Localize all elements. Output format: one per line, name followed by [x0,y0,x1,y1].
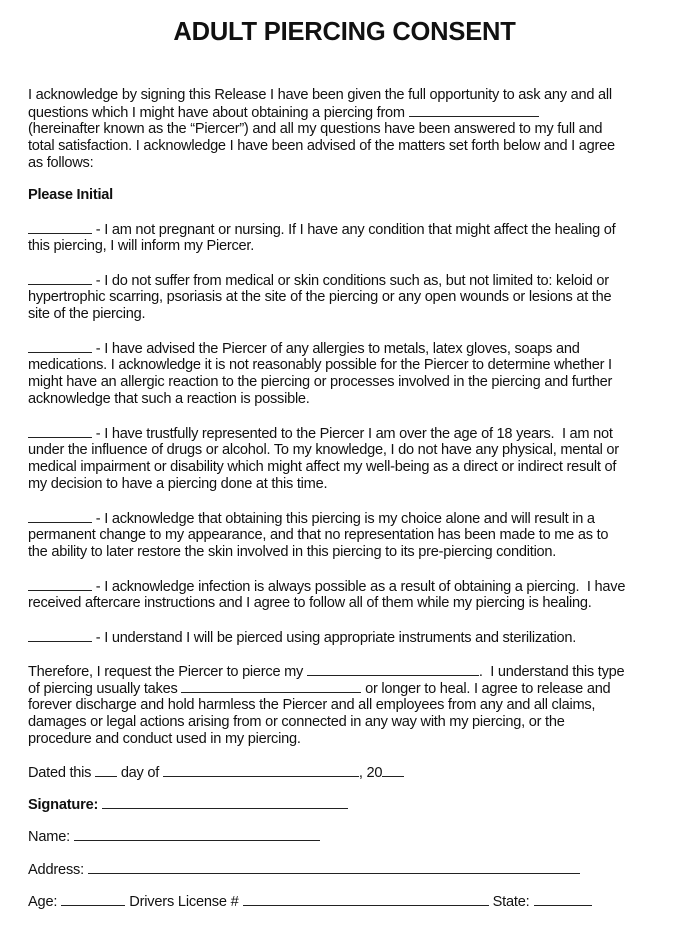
day-blank[interactable] [95,764,117,777]
clause-line: my decision to have a piercing done at this time. [28,476,328,492]
clause-line: under the influence of drugs or alcohol. To my knowledge, I do not have any physical, mental or [28,442,619,458]
clause-text: - I understand I will be pierced using appropriate instruments and sterilization. [92,630,577,646]
intro-line: total satisfaction. I acknowledge I have been advised of the matters set forth below and I agree [28,138,615,154]
year-blank[interactable] [382,764,404,777]
healing-time-blank[interactable] [181,680,361,693]
therefore-line [28,663,624,681]
therefore-line: damages or legal actions arising from or connected in any way with my piercing, or the [28,714,565,730]
therefore-text: or longer to heal. I agree to release and [361,681,611,697]
intro-text: questions which I might have about obtaining a piercing from [28,105,409,121]
age-input[interactable] [61,893,125,906]
address-input[interactable] [88,861,580,874]
initial-blank[interactable] [28,510,92,523]
clause-line: might have an allergic reaction to the piercing or processes involved in the piercing and further [28,374,613,390]
state-input[interactable] [534,893,592,906]
clause-line: hypertrophic scarring, psoriasis at the site of the piercing or any open wounds or lesions at the [28,289,612,305]
document-title: ADULT PIERCING CONSENT [173,18,516,46]
therefore-text: . I understand this type [478,664,625,680]
initial-blank[interactable] [28,578,92,591]
clause-line: the ability to later restore the skin involved in this piercing to its pre-piercing condition. [28,544,557,560]
initial-blank[interactable] [28,340,92,353]
clause-line: site of the piercing. [28,306,146,322]
initial-blank[interactable] [28,221,92,234]
therefore-line: forever discharge and hold harmless the Piercer and all employees from any and all claims, [28,697,596,713]
clause-line: medical impairment or disability which might affect my well-being as a direct or indirect result of [28,459,617,475]
piercer-name-blank[interactable] [409,104,539,117]
intro-line: as follows: [28,155,94,171]
please-initial-heading: Please Initial [28,187,113,203]
month-blank[interactable] [163,764,359,777]
dated-text: , 20 [358,765,383,781]
clause-text: - I acknowledge infection is always possible as a result of obtaining a piercing. I have [92,579,626,595]
clause-line [28,340,580,358]
signature-label: Signature: [28,797,99,813]
intro-line [28,104,539,122]
initial-blank[interactable] [28,272,92,285]
clause-line: permanent change to my appearance, and that no representation has been made to me as to [28,527,609,543]
id-fields [28,893,592,911]
initial-blank[interactable] [28,425,92,438]
clause-line [28,510,595,528]
initial-blank[interactable] [28,629,92,642]
address-label: Address: [28,862,84,878]
clause-line [28,629,576,647]
name-input[interactable] [74,828,320,841]
name-field [28,828,320,846]
name-label: Name: [28,829,70,845]
dated-text: day of [117,765,163,781]
clause-line: received aftercare instructions and I agree to follow all of them while my piercing is healing. [28,595,592,611]
dated-text: Dated this [28,765,96,781]
clause-line [28,425,613,443]
dated-line [28,764,404,782]
license-input[interactable] [243,893,489,906]
clause-line [28,221,615,239]
license-label: Drivers License # [129,894,239,910]
state-label: State: [492,894,530,910]
intro-line: (hereinafter known as the “Piercer”) and all my questions have been answered to my full and [28,121,603,137]
signature-input[interactable] [102,796,348,809]
age-label: Age: [28,894,58,910]
signature-field [28,796,348,814]
piercing-location-blank[interactable] [307,663,479,676]
clause-line: this piercing, I will inform my Piercer. [28,238,254,254]
intro-line: I acknowledge by signing this Release I have been given the full opportunity to ask any and all [28,87,612,103]
clause-text: - I am not pregnant or nursing. If I have any condition that might affect the healing of [92,222,616,238]
clause-line: acknowledge that such a reaction is possible. [28,391,310,407]
clause-text: - I do not suffer from medical or skin conditions such as, but not limited to: keloid or [92,273,609,289]
clause-line: medications. I acknowledge it is not reasonably possible for the Piercer to determine whether I [28,357,612,373]
therefore-line [28,680,610,698]
clause-text: - I have trustfully represented to the Piercer I am over the age of 18 years. I am not [92,426,613,442]
address-field [28,861,580,879]
therefore-text: Therefore, I request the Piercer to pierce my [28,664,307,680]
clause-text: - I acknowledge that obtaining this piercing is my choice alone and will result in a [92,511,595,527]
therefore-line: procedure and conduct used in my piercing. [28,731,301,747]
clause-line [28,578,625,596]
clause-text: - I have advised the Piercer of any allergies to metals, latex gloves, soaps and [92,341,580,357]
clause-line [28,272,609,290]
therefore-text: of piercing usually takes [28,681,182,697]
